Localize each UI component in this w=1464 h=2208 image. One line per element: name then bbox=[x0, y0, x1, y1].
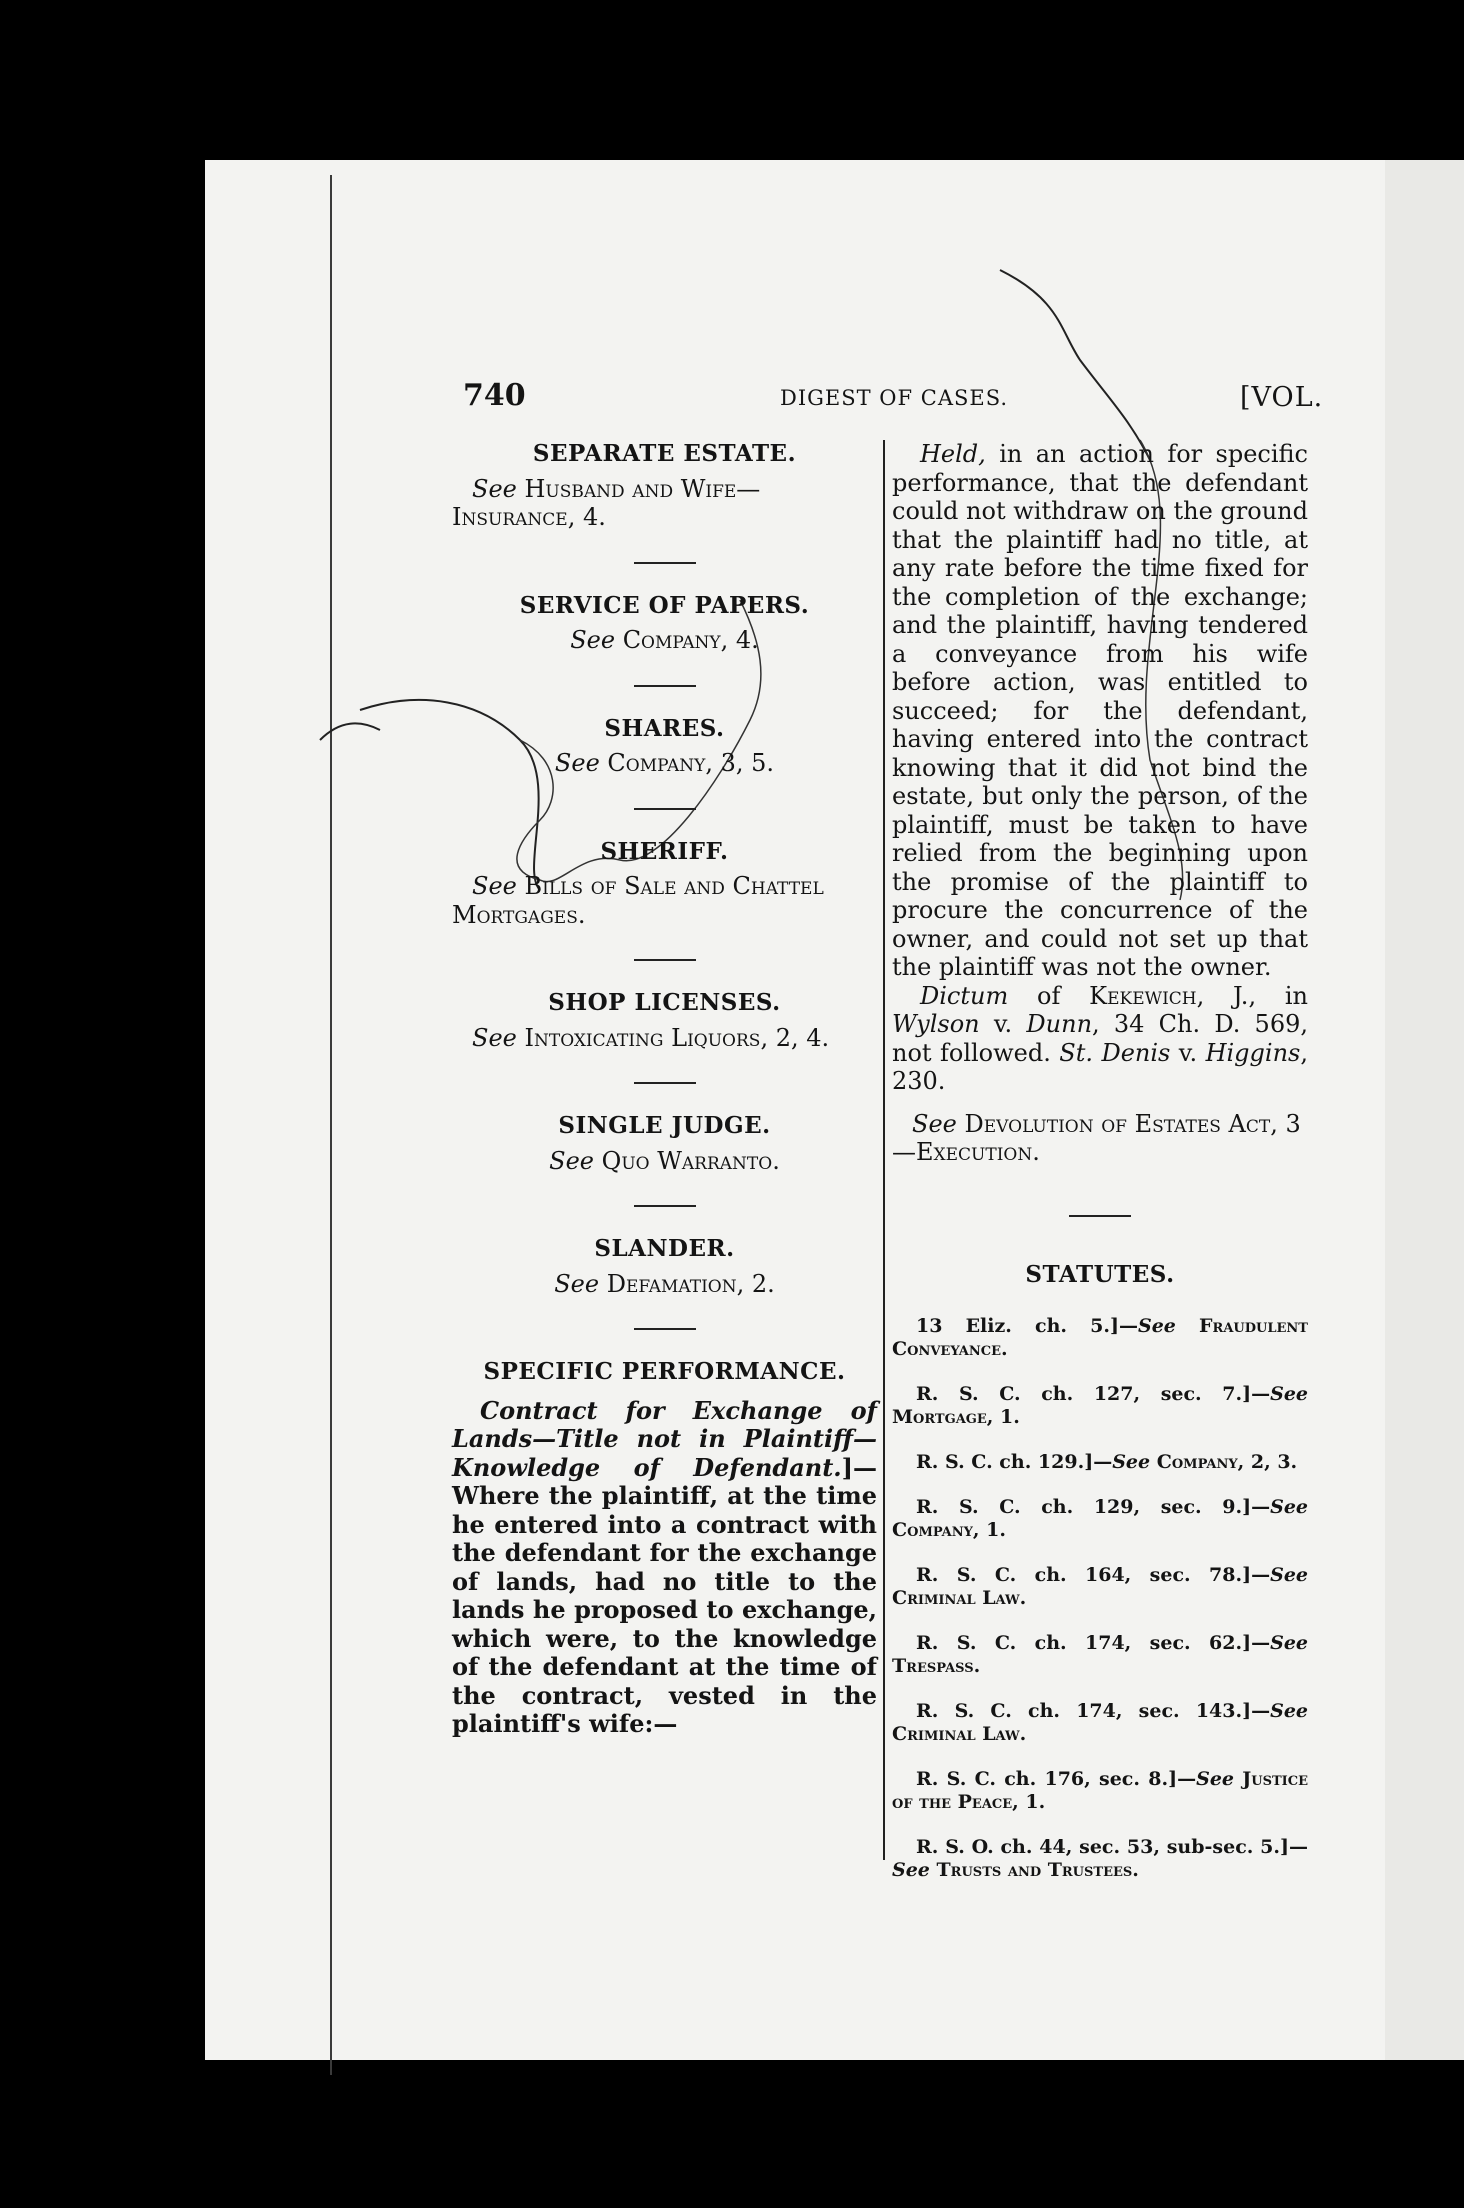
entry-heading: SLANDER. bbox=[594, 1235, 735, 1262]
see-word: See bbox=[1270, 1632, 1308, 1654]
entry-heading: SHERIFF. bbox=[600, 837, 729, 865]
case-name: Dunn bbox=[1026, 1010, 1093, 1038]
statutes-heading: STATUTES. bbox=[1025, 1260, 1175, 1288]
see-word: See bbox=[554, 749, 600, 777]
citation: , 34 Ch. D. 569, not followed. bbox=[892, 1010, 1308, 1067]
volume-mark: [VOL. bbox=[1240, 382, 1324, 413]
entry-separator bbox=[634, 1082, 696, 1084]
see-word: See bbox=[472, 474, 517, 503]
entry-reference bbox=[452, 1024, 877, 1053]
statute-entry bbox=[892, 1836, 1308, 1882]
page-ref: , 230. bbox=[892, 1038, 1308, 1095]
statute-citation: R. S. C. ch. 129.]— bbox=[916, 1451, 1113, 1473]
see-word: See bbox=[1196, 1768, 1234, 1790]
reference-text: Company, 2, 3. bbox=[1156, 1451, 1298, 1473]
entry-reference bbox=[452, 475, 877, 532]
statute-entry bbox=[892, 1564, 1308, 1610]
statute-citation: R. S. C. ch. 127, sec. 7.]— bbox=[916, 1383, 1271, 1405]
reference-text: Mortgage, 1. bbox=[892, 1406, 1020, 1428]
reference-text: Fraudulent Conveyance. bbox=[892, 1315, 1308, 1360]
statute-citation: 13 Eliz. ch. 5.]— bbox=[916, 1315, 1138, 1337]
see-also-reference bbox=[892, 1110, 1308, 1167]
running-head: DIGEST OF CASES. bbox=[780, 386, 1009, 410]
see-word: See bbox=[892, 1859, 930, 1881]
held-word: Held, bbox=[920, 440, 986, 468]
entry-heading: SERVICE OF PAPERS. bbox=[519, 591, 810, 619]
entry-separator bbox=[634, 959, 696, 961]
statute-citation: R. S. C. ch. 174, sec. 143.]— bbox=[916, 1700, 1271, 1722]
entry-heading: SHOP LICENSES. bbox=[548, 989, 781, 1016]
see-word: See bbox=[1112, 1451, 1151, 1473]
see-word: See bbox=[472, 1023, 517, 1052]
statute-entry bbox=[892, 1768, 1308, 1814]
entry-heading: SEPARATE ESTATE. bbox=[532, 440, 797, 467]
reference-text: Husband and Wife—Insurance, 4. bbox=[452, 474, 761, 531]
reference-text: Intoxicating Liquors, 2, 4. bbox=[524, 1023, 830, 1052]
case-name: Higgins bbox=[1205, 1038, 1301, 1067]
entry-separator bbox=[634, 562, 696, 564]
reference-text: Devolution of Estates Act, 3—Execution. bbox=[892, 1109, 1301, 1166]
see-word: See bbox=[1270, 1700, 1308, 1722]
statute-citation: R. S. C. ch. 174, sec. 62.]— bbox=[916, 1632, 1271, 1654]
entry-heading: SPECIFIC PERFORMANCE. bbox=[483, 1358, 846, 1385]
right-column bbox=[892, 440, 1308, 1904]
statute-citation: R. S. O. ch. 44, sec. 53, sub-sec. 5.]— bbox=[916, 1836, 1308, 1858]
held-paragraph bbox=[892, 440, 1308, 982]
see-word: See bbox=[554, 1269, 600, 1298]
case-body: ]—Where the plaintiff, at the time he entered into a contract with the defendant for the exchange of lands, had no title to the lands he proposed to exchange, which were, to the knowledge of the defendant at the time of the contract, vested in the plaintiff's wife:— bbox=[452, 1452, 877, 1738]
reference-text: Criminal Law. bbox=[892, 1587, 1027, 1609]
reference-text: Company, 4. bbox=[622, 626, 759, 654]
versus: v. bbox=[1170, 1038, 1206, 1067]
case-name: St. Denis bbox=[1059, 1038, 1171, 1067]
left-column bbox=[452, 440, 877, 1739]
dictum-in: , in bbox=[1248, 981, 1309, 1010]
reference-text: Bills of Sale and Chattel Mortgages. bbox=[452, 872, 824, 929]
versus: v. bbox=[979, 1010, 1027, 1038]
see-word: See bbox=[472, 872, 517, 900]
reference-text: Quo Warranto. bbox=[601, 1146, 780, 1175]
entry-reference bbox=[452, 1147, 877, 1176]
statute-entry bbox=[892, 1451, 1308, 1474]
statute-entry bbox=[892, 1496, 1308, 1542]
statute-entry bbox=[892, 1383, 1308, 1429]
see-word: See bbox=[1138, 1315, 1176, 1337]
reference-text: Trusts and Trustees. bbox=[936, 1859, 1139, 1881]
thread-mark bbox=[320, 723, 380, 740]
dictum-word: Dictum bbox=[920, 981, 1009, 1010]
entry-reference bbox=[452, 872, 877, 929]
statute-citation: R. S. C. ch. 164, sec. 78.]— bbox=[916, 1564, 1271, 1586]
see-word: See bbox=[1270, 1383, 1308, 1405]
case-name: Wylson bbox=[892, 1010, 980, 1038]
judge-name: Kekewich, J. bbox=[1089, 981, 1249, 1010]
page-number: 740 bbox=[463, 378, 526, 413]
reference-text: Defamation, 2. bbox=[606, 1269, 775, 1298]
statute-citation: R. S. C. ch. 176, sec. 8.]— bbox=[916, 1768, 1197, 1790]
entry-separator bbox=[634, 808, 696, 810]
entry-heading: SHARES. bbox=[604, 714, 725, 742]
see-word: See bbox=[549, 1146, 595, 1175]
see-word: See bbox=[912, 1109, 957, 1138]
held-text: in an action for specific performance, that the defendant could not withdraw on the ground that the plaintiff had no title, at any rate before the time fixed for the completion of the exchange; and the plaintiff, having tendered a conveyance from his wife before action, was entitled to succeed; for the defendant, having entered into the contract knowing that it did not bind the estate, but only the person, of the plaintiff, must be taken to have relied from the beginning upon the promise of the plaintiff to procure the concurrence of the owner, and could not set up that the plaintiff was not the owner. bbox=[892, 440, 1308, 981]
see-word: See bbox=[1270, 1496, 1308, 1518]
entry-separator bbox=[634, 685, 696, 687]
entry-separator bbox=[634, 1328, 696, 1330]
statute-entry bbox=[892, 1315, 1308, 1361]
reference-text: Justice of the Peace, 1. bbox=[892, 1768, 1308, 1813]
reference-text: Criminal Law. bbox=[892, 1723, 1027, 1745]
entry-reference bbox=[452, 1270, 877, 1299]
entry-reference bbox=[452, 749, 877, 778]
statute-entry bbox=[892, 1632, 1308, 1678]
statute-citation: R. S. C. ch. 129, sec. 9.]— bbox=[916, 1496, 1271, 1518]
see-word: See bbox=[1270, 1564, 1308, 1586]
case-paragraph bbox=[452, 1397, 877, 1739]
dictum-of: of bbox=[1008, 981, 1090, 1010]
entry-reference bbox=[452, 626, 877, 655]
statute-entry bbox=[892, 1700, 1308, 1746]
entry-separator bbox=[1069, 1215, 1131, 1217]
thread-mark bbox=[1000, 270, 1150, 460]
reference-text: Company, 1. bbox=[892, 1519, 1006, 1541]
entry-separator bbox=[634, 1205, 696, 1207]
reference-text: Company, 3, 5. bbox=[607, 749, 775, 777]
case-title: Contract for Exchange of Lands—Title not in Plaintiff—Knowledge of Defendant. bbox=[452, 1395, 877, 1482]
entry-heading: SINGLE JUDGE. bbox=[558, 1112, 771, 1139]
see-word: See bbox=[570, 626, 616, 654]
reference-text: Trespass. bbox=[892, 1655, 981, 1677]
dictum-paragraph bbox=[892, 982, 1308, 1096]
